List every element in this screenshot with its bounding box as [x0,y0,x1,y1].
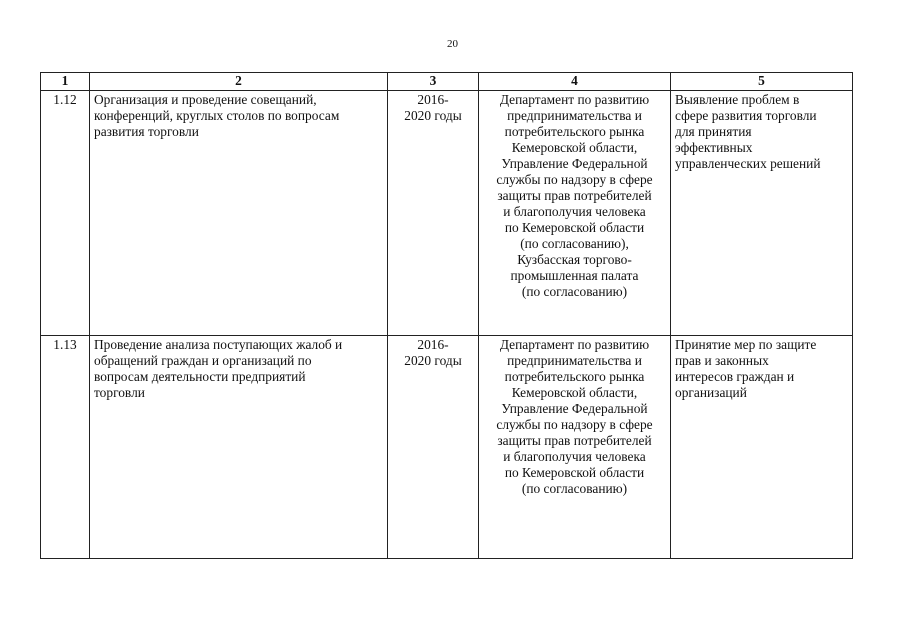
task-line: развития торговли [94,124,199,139]
result-line: прав и законных [675,353,769,368]
row-number: 1.13 [41,336,90,559]
task-line: вопросам деятельности предприятий [94,369,306,384]
years-cell [388,336,479,559]
years-line: 2016- [417,337,449,352]
task-cell [90,336,388,559]
executor-line: Управление Федеральной [501,401,648,416]
column-header-5: 5 [671,73,853,91]
executors-cell [479,91,671,336]
column-header-1: 1 [41,73,90,91]
result-line: сфере развития торговли [675,108,817,123]
executor-line: защиты прав потребителей [497,433,652,448]
executor-line: Кемеровской области, [511,140,638,155]
executor-line: предпринимательства и [507,108,642,123]
result-cell [671,336,853,559]
measures-table [40,72,853,559]
column-header-2: 2 [90,73,388,91]
executor-line: Кемеровской области, [511,385,638,400]
row-number: 1.12 [41,91,90,336]
result-line: Принятие мер по защите [675,337,817,352]
years-line: 2020 годы [404,353,462,368]
executor-line: и благополучия человека [503,204,646,219]
executor-line: Департамент по развитию [499,337,650,352]
result-cell [671,91,853,336]
executor-line: Управление Федеральной [501,156,648,171]
result-line: эффективных [675,140,753,155]
executor-line: предпринимательства и [507,353,642,368]
table-row [41,91,853,336]
executor-line: потребительского рынка [504,124,645,139]
task-line: конференций, круглых столов по вопросам [94,108,340,123]
executor-line: по Кемеровской области [504,465,645,480]
executor-line: службы по надзору в сфере [496,172,653,187]
result-line: Выявление проблем в [675,92,800,107]
result-line: организаций [675,385,747,400]
task-line: торговли [94,385,145,400]
executor-line: защиты прав потребителей [497,188,652,203]
result-line: интересов граждан и [675,369,795,384]
executor-line: (по согласованию) [521,284,628,299]
executor-line: (по согласованию) [521,481,628,496]
column-header-4: 4 [479,73,671,91]
executor-line: потребительского рынка [504,369,645,384]
executor-line: Кузбасская торгово- [517,252,632,267]
task-line: обращений граждан и организаций по [94,353,312,368]
task-cell [90,91,388,336]
executor-line: службы по надзору в сфере [496,417,653,432]
result-line: управленческих решений [675,156,821,171]
executor-line: по Кемеровской области [504,220,645,235]
column-header-3: 3 [388,73,479,91]
executor-line: и благополучия человека [503,449,646,464]
years-line: 2016- [417,92,449,107]
executors-cell [479,336,671,559]
executor-line: Департамент по развитию [499,92,650,107]
table-row [41,336,853,559]
page-number: 20 [447,38,458,50]
table-header-row [41,73,853,91]
task-line: Проведение анализа поступающих жалоб и [94,337,343,352]
result-line: для принятия [675,124,752,139]
task-line: Организация и проведение совещаний, [94,92,317,107]
years-line: 2020 годы [404,108,462,123]
executor-line: промышленная палата [510,268,639,283]
years-cell [388,91,479,336]
executor-line: (по согласованию), [520,236,629,251]
